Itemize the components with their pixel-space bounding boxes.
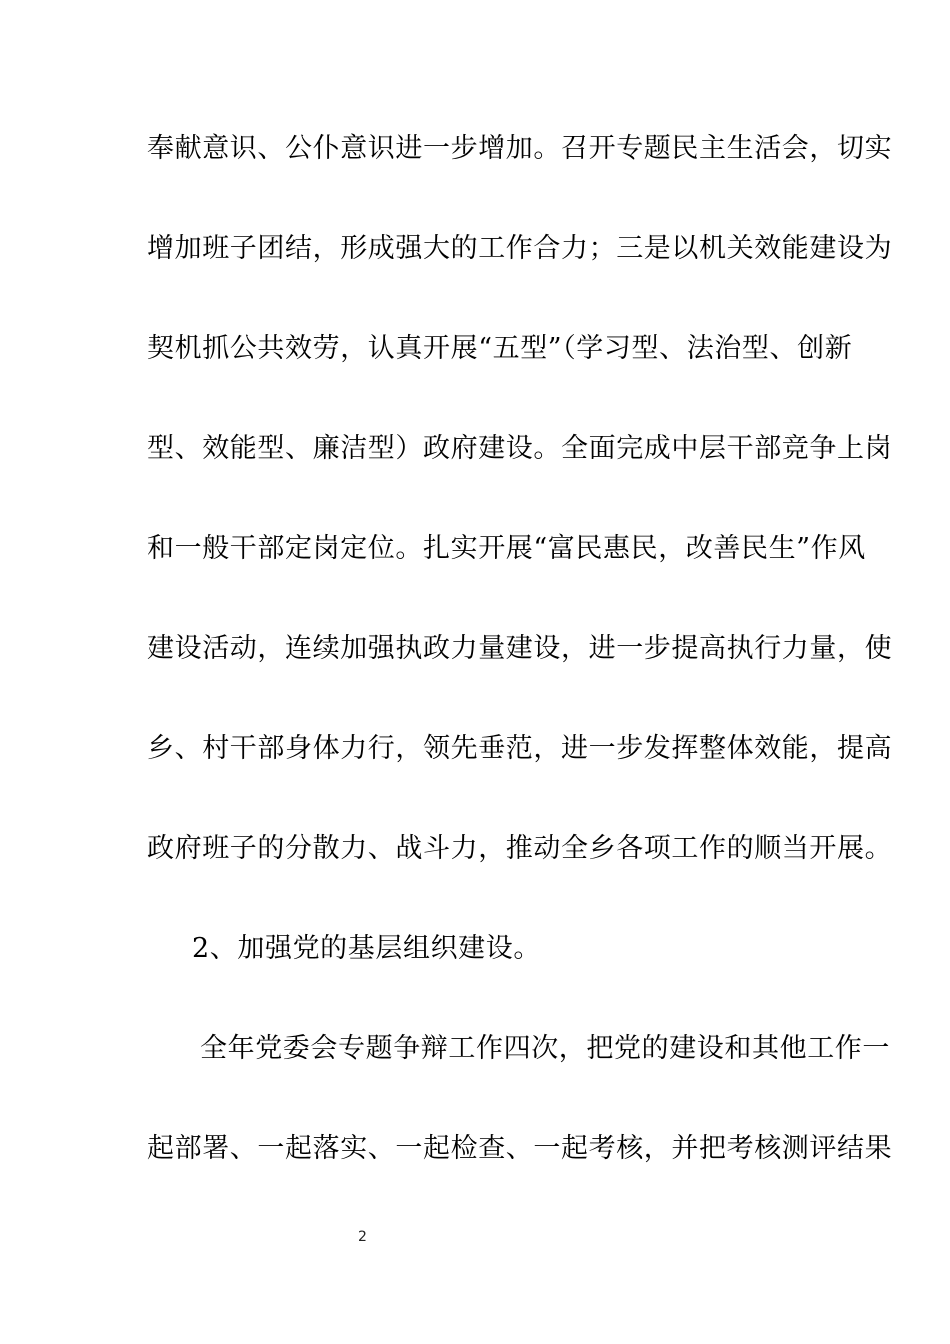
text-line: 增加班子团结，形成强大的工作合力；三是以机关效能建设为 [147,233,893,264]
text-line: 奉献意识、公仆意识进一步增加。召开专题民主生活会，切实 [147,133,893,164]
text-line: 乡、村干部身体力行，领先垂范，进一步发挥整体效能，提高 [147,733,893,764]
text-line: 建设活动，连续加强执政力量建设，进一步提高执行力量，使 [147,633,893,664]
text-line: 起部署、一起落实、一起检查、一起考核，并把考核测评结果 [147,1133,893,1164]
text-line: 政府班子的分散力、战斗力，推动全乡各项工作的顺当开展。 [147,833,893,864]
text-line: 型、效能型、廉洁型）政府建设。全面完成中层干部竞争上岗 [147,433,893,464]
text-line: 契机抓公共效劳，认真开展“五型”（学习型、法治型、创新 [147,333,853,364]
paragraph-start-line: 全年党委会专题争辩工作四次，把党的建设和其他工作一 [200,1033,890,1064]
section-heading: 2、加强党的基层组织建设。 [192,933,541,964]
text-line: 和一般干部定岗定位。扎实开展“富民惠民，改善民生”作风 [147,533,866,564]
page-number: 2 [358,1229,367,1245]
